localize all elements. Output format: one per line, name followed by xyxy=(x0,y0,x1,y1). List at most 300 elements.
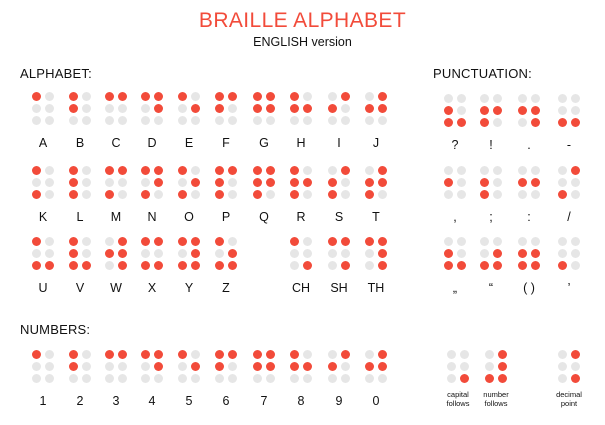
braille-cell xyxy=(437,94,473,152)
braille-cell-label: ( ) xyxy=(523,281,535,295)
flat-dot xyxy=(460,362,469,371)
flat-dot xyxy=(341,190,350,199)
raised-dot xyxy=(154,166,163,175)
flat-dot xyxy=(82,116,91,125)
flat-dot xyxy=(191,116,200,125)
flat-dot xyxy=(493,237,502,246)
flat-dot xyxy=(493,166,502,175)
flat-dot xyxy=(341,178,350,187)
raised-dot xyxy=(518,249,527,258)
braille-dots xyxy=(178,350,200,383)
braille-dots xyxy=(32,166,54,199)
flat-dot xyxy=(228,237,237,246)
braille-cell-label: I xyxy=(337,136,341,150)
flat-dot xyxy=(328,166,337,175)
raised-dot xyxy=(215,190,224,199)
braille-cell-label: capital follows xyxy=(446,390,470,408)
braille-dots xyxy=(558,94,580,127)
braille-cell xyxy=(25,92,61,150)
flat-dot xyxy=(253,116,262,125)
braille-dots xyxy=(480,166,502,199)
flat-dot xyxy=(118,116,127,125)
punctuation-heading: PUNCTUATION: xyxy=(433,66,532,81)
braille-cell-label: decimal point xyxy=(556,390,582,408)
braille-cell-label: 2 xyxy=(76,394,84,408)
braille-dots xyxy=(290,166,312,199)
braille-dots xyxy=(69,237,91,270)
raised-dot xyxy=(378,166,387,175)
raised-dot xyxy=(518,178,527,187)
raised-dot xyxy=(253,190,262,199)
braille-dots xyxy=(480,94,502,127)
raised-dot xyxy=(493,106,502,115)
flat-dot xyxy=(215,374,224,383)
raised-dot xyxy=(191,237,200,246)
raised-dot xyxy=(480,261,489,270)
flat-dot xyxy=(518,94,527,103)
raised-dot xyxy=(571,166,580,175)
flat-dot xyxy=(341,104,350,113)
raised-dot xyxy=(69,92,78,101)
braille-cell-label: : xyxy=(527,210,531,224)
raised-dot xyxy=(518,106,527,115)
braille-dots xyxy=(69,350,91,383)
flat-dot xyxy=(82,350,91,359)
flat-dot xyxy=(228,362,237,371)
raised-dot xyxy=(571,118,580,127)
raised-dot xyxy=(290,350,299,359)
braille-cell xyxy=(25,350,61,408)
flat-dot xyxy=(105,374,114,383)
flat-dot xyxy=(303,190,312,199)
braille-cell-label: , xyxy=(453,210,457,224)
braille-cell xyxy=(358,166,394,224)
flat-dot xyxy=(303,92,312,101)
raised-dot xyxy=(498,362,507,371)
flat-dot xyxy=(69,374,78,383)
raised-dot xyxy=(215,261,224,270)
raised-dot xyxy=(32,92,41,101)
braille-dots xyxy=(69,166,91,199)
raised-dot xyxy=(341,350,350,359)
braille-cell xyxy=(511,166,547,224)
braille-dots xyxy=(105,237,127,270)
flat-dot xyxy=(493,178,502,187)
flat-dot xyxy=(32,374,41,383)
raised-dot xyxy=(266,350,275,359)
braille-cell-label: F xyxy=(222,136,230,150)
flat-dot xyxy=(118,104,127,113)
raised-dot xyxy=(32,237,41,246)
braille-cell xyxy=(511,237,547,295)
braille-dots xyxy=(141,92,163,125)
flat-dot xyxy=(365,350,374,359)
flat-dot xyxy=(290,249,299,258)
raised-dot xyxy=(69,190,78,199)
braille-cell-label: TH xyxy=(367,281,385,295)
braille-dots xyxy=(178,166,200,199)
raised-dot xyxy=(290,166,299,175)
raised-dot xyxy=(480,190,489,199)
flat-dot xyxy=(571,190,580,199)
raised-dot xyxy=(444,178,453,187)
flat-dot xyxy=(558,237,567,246)
flat-dot xyxy=(82,237,91,246)
braille-cell-label: T xyxy=(372,210,380,224)
flat-dot xyxy=(266,190,275,199)
flat-dot xyxy=(141,249,150,258)
braille-cell-label: M xyxy=(110,210,122,224)
braille-cell-label: C xyxy=(111,136,121,150)
flat-dot xyxy=(253,374,262,383)
raised-dot xyxy=(105,166,114,175)
braille-cell xyxy=(473,94,509,152)
flat-dot xyxy=(457,190,466,199)
flat-dot xyxy=(45,178,54,187)
flat-dot xyxy=(215,116,224,125)
flat-dot xyxy=(303,166,312,175)
braille-dots xyxy=(328,350,350,383)
braille-cell-label: J xyxy=(372,136,380,150)
flat-dot xyxy=(378,190,387,199)
flat-dot xyxy=(228,190,237,199)
raised-dot xyxy=(228,350,237,359)
page-title: BRAILLE ALPHABET xyxy=(198,9,407,32)
raised-dot xyxy=(154,237,163,246)
flat-dot xyxy=(32,116,41,125)
flat-dot xyxy=(178,249,187,258)
raised-dot xyxy=(32,166,41,175)
flat-dot xyxy=(558,374,567,383)
raised-dot xyxy=(253,350,262,359)
flat-dot xyxy=(518,118,527,127)
braille-dots xyxy=(32,350,54,383)
braille-dots xyxy=(215,92,237,125)
raised-dot xyxy=(266,362,275,371)
braille-cell-label: G xyxy=(259,136,269,150)
raised-dot xyxy=(290,237,299,246)
raised-dot xyxy=(82,261,91,270)
braille-cell xyxy=(551,237,587,295)
flat-dot xyxy=(558,94,567,103)
raised-dot xyxy=(253,178,262,187)
braille-cell xyxy=(25,237,61,295)
braille-cell-label: B xyxy=(75,136,85,150)
braille-dots xyxy=(69,92,91,125)
flat-dot xyxy=(45,116,54,125)
raised-dot xyxy=(105,350,114,359)
braille-cell xyxy=(98,237,134,295)
raised-dot xyxy=(69,249,78,258)
raised-dot xyxy=(215,178,224,187)
raised-dot xyxy=(191,261,200,270)
flat-dot xyxy=(191,166,200,175)
flat-dot xyxy=(82,190,91,199)
braille-cell-label: - xyxy=(566,138,572,152)
braille-dots xyxy=(518,237,540,270)
braille-cell xyxy=(511,94,547,152)
flat-dot xyxy=(303,374,312,383)
raised-dot xyxy=(498,350,507,359)
flat-dot xyxy=(365,166,374,175)
raised-dot xyxy=(365,362,374,371)
braille-cell xyxy=(171,237,207,295)
braille-cell xyxy=(208,92,244,150)
braille-cell-label: 1 xyxy=(39,394,47,408)
raised-dot xyxy=(457,261,466,270)
braille-dots xyxy=(518,166,540,199)
flat-dot xyxy=(518,190,527,199)
raised-dot xyxy=(365,190,374,199)
raised-dot xyxy=(365,237,374,246)
flat-dot xyxy=(365,92,374,101)
flat-dot xyxy=(447,350,456,359)
braille-dots xyxy=(447,350,469,383)
braille-cell xyxy=(62,237,98,295)
braille-dots xyxy=(215,166,237,199)
braille-cell xyxy=(358,92,394,150)
raised-dot xyxy=(558,118,567,127)
page-subtitle: ENGLISH version xyxy=(253,35,352,49)
flat-dot xyxy=(571,249,580,258)
flat-dot xyxy=(105,178,114,187)
flat-dot xyxy=(444,237,453,246)
braille-cell xyxy=(62,350,98,408)
braille-cell-label: U xyxy=(38,281,48,295)
raised-dot xyxy=(215,237,224,246)
raised-dot xyxy=(493,249,502,258)
braille-dots xyxy=(141,237,163,270)
braille-cell-label: / xyxy=(567,210,571,224)
braille-cell xyxy=(437,237,473,295)
flat-dot xyxy=(457,94,466,103)
braille-cell-label: V xyxy=(75,281,85,295)
braille-dots xyxy=(558,237,580,270)
raised-dot xyxy=(378,178,387,187)
raised-dot xyxy=(118,249,127,258)
raised-dot xyxy=(118,261,127,270)
flat-dot xyxy=(457,249,466,258)
flat-dot xyxy=(518,237,527,246)
raised-dot xyxy=(290,362,299,371)
raised-dot xyxy=(215,362,224,371)
flat-dot xyxy=(493,190,502,199)
raised-dot xyxy=(341,261,350,270)
flat-dot xyxy=(493,94,502,103)
raised-dot xyxy=(378,350,387,359)
braille-dots xyxy=(105,166,127,199)
raised-dot xyxy=(498,374,507,383)
flat-dot xyxy=(154,116,163,125)
braille-dots xyxy=(290,350,312,383)
raised-dot xyxy=(141,261,150,270)
braille-dots xyxy=(215,350,237,383)
braille-cell xyxy=(358,237,394,295)
flat-dot xyxy=(447,374,456,383)
flat-dot xyxy=(45,104,54,113)
flat-dot xyxy=(444,190,453,199)
flat-dot xyxy=(154,190,163,199)
raised-dot xyxy=(141,237,150,246)
braille-cell xyxy=(98,92,134,150)
braille-cell xyxy=(246,350,282,408)
raised-dot xyxy=(266,92,275,101)
raised-dot xyxy=(341,166,350,175)
raised-dot xyxy=(178,92,187,101)
raised-dot xyxy=(69,261,78,270)
braille-cell-label: Q xyxy=(259,210,269,224)
braille-cell-label: W xyxy=(110,281,122,295)
flat-dot xyxy=(457,237,466,246)
flat-dot xyxy=(290,116,299,125)
flat-dot xyxy=(32,104,41,113)
raised-dot xyxy=(32,350,41,359)
braille-cell xyxy=(551,166,587,224)
flat-dot xyxy=(82,92,91,101)
raised-dot xyxy=(460,374,469,383)
braille-dots xyxy=(444,94,466,127)
braille-cell xyxy=(478,350,514,408)
flat-dot xyxy=(45,166,54,175)
flat-dot xyxy=(141,178,150,187)
flat-dot xyxy=(105,116,114,125)
raised-dot xyxy=(32,190,41,199)
flat-dot xyxy=(191,190,200,199)
raised-dot xyxy=(571,374,580,383)
flat-dot xyxy=(531,237,540,246)
braille-cell-label: E xyxy=(184,136,194,150)
braille-dots xyxy=(444,166,466,199)
braille-cell-label: ’ xyxy=(567,281,571,295)
raised-dot xyxy=(228,249,237,258)
flat-dot xyxy=(82,104,91,113)
braille-cell-label: K xyxy=(38,210,48,224)
raised-dot xyxy=(105,190,114,199)
raised-dot xyxy=(154,178,163,187)
flat-dot xyxy=(141,374,150,383)
braille-cell xyxy=(98,166,134,224)
braille-cell-label: 5 xyxy=(185,394,193,408)
braille-cell xyxy=(134,237,170,295)
braille-cell-label: ? xyxy=(451,138,459,152)
raised-dot xyxy=(154,92,163,101)
flat-dot xyxy=(328,92,337,101)
braille-cell-label: N xyxy=(147,210,157,224)
braille-dots xyxy=(253,166,275,199)
flat-dot xyxy=(141,362,150,371)
flat-dot xyxy=(45,374,54,383)
braille-dots xyxy=(141,166,163,199)
braille-cell xyxy=(62,92,98,150)
raised-dot xyxy=(266,178,275,187)
flat-dot xyxy=(45,362,54,371)
flat-dot xyxy=(82,166,91,175)
raised-dot xyxy=(118,92,127,101)
raised-dot xyxy=(266,166,275,175)
braille-cell xyxy=(440,350,476,408)
raised-dot xyxy=(444,106,453,115)
flat-dot xyxy=(531,94,540,103)
braille-dots xyxy=(178,92,200,125)
braille-cell-label: 3 xyxy=(112,394,120,408)
raised-dot xyxy=(290,190,299,199)
braille-cell xyxy=(283,350,319,408)
braille-cell-label: “ xyxy=(488,281,494,295)
flat-dot xyxy=(531,166,540,175)
braille-cell xyxy=(208,166,244,224)
flat-dot xyxy=(571,261,580,270)
raised-dot xyxy=(141,350,150,359)
flat-dot xyxy=(303,249,312,258)
flat-dot xyxy=(444,166,453,175)
braille-cell xyxy=(171,166,207,224)
raised-dot xyxy=(341,92,350,101)
flat-dot xyxy=(154,374,163,383)
flat-dot xyxy=(82,362,91,371)
raised-dot xyxy=(178,261,187,270)
flat-dot xyxy=(558,178,567,187)
raised-dot xyxy=(303,362,312,371)
raised-dot xyxy=(328,237,337,246)
braille-cell-label: CH xyxy=(291,281,311,295)
braille-cell-label: number follows xyxy=(483,390,509,408)
raised-dot xyxy=(493,261,502,270)
braille-cell xyxy=(321,350,357,408)
raised-dot xyxy=(266,104,275,113)
raised-dot xyxy=(154,350,163,359)
braille-dots xyxy=(558,350,580,383)
raised-dot xyxy=(571,350,580,359)
braille-cell xyxy=(134,92,170,150)
braille-cell-label: S xyxy=(334,210,344,224)
flat-dot xyxy=(558,166,567,175)
flat-dot xyxy=(118,362,127,371)
braille-cell xyxy=(208,350,244,408)
flat-dot xyxy=(460,350,469,359)
raised-dot xyxy=(378,237,387,246)
raised-dot xyxy=(69,178,78,187)
raised-dot xyxy=(531,261,540,270)
braille-cell-label: X xyxy=(147,281,157,295)
flat-dot xyxy=(228,374,237,383)
flat-dot xyxy=(303,237,312,246)
flat-dot xyxy=(118,190,127,199)
flat-dot xyxy=(480,237,489,246)
flat-dot xyxy=(457,166,466,175)
flat-dot xyxy=(571,94,580,103)
braille-cell-label: A xyxy=(38,136,48,150)
braille-cell-label: 6 xyxy=(222,394,230,408)
flat-dot xyxy=(191,92,200,101)
braille-cell xyxy=(473,237,509,295)
braille-dots xyxy=(485,350,507,383)
raised-dot xyxy=(328,362,337,371)
raised-dot xyxy=(303,178,312,187)
raised-dot xyxy=(303,261,312,270)
raised-dot xyxy=(118,350,127,359)
alphabet-heading: ALPHABET: xyxy=(20,66,92,81)
raised-dot xyxy=(105,92,114,101)
braille-dots xyxy=(215,237,237,270)
flat-dot xyxy=(82,178,91,187)
raised-dot xyxy=(365,104,374,113)
flat-dot xyxy=(178,116,187,125)
raised-dot xyxy=(228,166,237,175)
flat-dot xyxy=(485,350,494,359)
braille-dots xyxy=(365,166,387,199)
flat-dot xyxy=(571,178,580,187)
braille-dots xyxy=(290,237,312,270)
